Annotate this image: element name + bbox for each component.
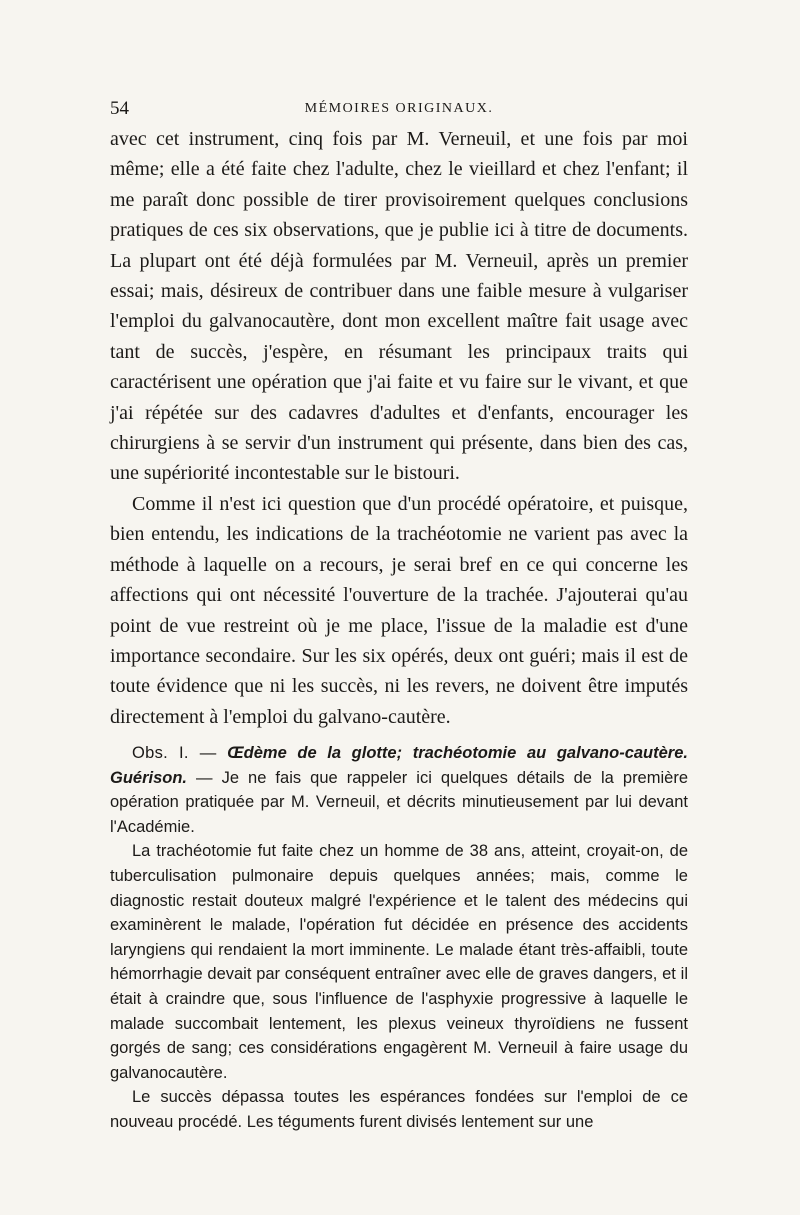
observation-title: Œdème de la glotte; trachéotomie au galvano-cautère. Guérison. bbox=[110, 744, 688, 787]
observation-paragraph: La trachéotomie fut faite chez un homme de 38 ans, atteint, croyait-on, de tuberculisation pulmonaire depuis quelques années; mais, comme le diagnostic restait douteux malgré l'expérience et le talent des médecins qui examinèrent le malade, l'opération fut décidée en présence des accidents laryngiens qui rendaient la mort imminente. Le malade étant très-affaibli, toute hémorrhagie devait par conséquent entraîner avec elle de graves dangers, et il était à craindre que, sous l'influence de l'asphyxie progressive à laquelle le malade succombait lentement, les plexus veineux thyroïdiens ne fussent gorgés de sang; ces considérations engagèrent M. Verneuil à faire usage du galvanocautère. bbox=[110, 842, 688, 1082]
observation-intro: — Je ne fais que rappeler ici quelques détails de la première opération pratiquée par M. Verneuil, et décrits minutieusement par lui devant l'Académie. bbox=[110, 768, 688, 836]
running-title: MÉMOIRES ORIGINAUX. bbox=[304, 101, 494, 116]
observation-heading bbox=[110, 741, 688, 839]
observation-section bbox=[110, 741, 688, 1135]
observation-paragraph: Le succès dépassa toutes les espérances fondées sur l'emploi de ce nouveau procédé. Les téguments furent divisés lentement sur une bbox=[110, 1088, 688, 1131]
main-text bbox=[110, 124, 688, 732]
observation-label: Obs. I. — bbox=[132, 744, 217, 762]
paragraph: Comme il n'est ici question que d'un procédé opératoire, et puisque, bien entendu, les indications de la trachéotomie ne varient pas avec la méthode à laquelle on a recours, je serai bref en ce qui concerne les affections qui ont nécessité l'ouverture de la trachée. J'ajouterai qu'au point de vue restreint où je me place, l'issue de la maladie est d'une importance secondaire. Sur les six opérés, deux ont guéri; mais il est de toute évidence que ni les succès, ni les revers, ne doivent être imputés directement à l'emploi du galvano-cautère. bbox=[110, 492, 688, 728]
paragraph: avec cet instrument, cinq fois par M. Verneuil, et une fois par moi même; elle a été faite chez l'adulte, chez le vieillard et chez l'enfant; il me paraît donc possible de tirer provisoirement quelques conclusions pratiques de ces six observations, que je publie ici à titre de documents. La plupart ont été déjà formulées par M. Verneuil, après un premier essai; mais, désireux de contribuer dans une faible mesure à vulgariser l'emploi du galvanocautère, dont mon excellent maître fait usage avec tant de succès, j'espère, en résumant les principaux traits qui caractérisent une opération que j'ai faite et vu faire sur le vivant, et que j'ai répétée sur des cadavres d'adultes et d'enfants, encourager les chirurgiens à se servir d'un instrument qui présente, dans bien des cas, une supériorité incontestable sur le bistouri. bbox=[110, 128, 688, 485]
page-number: 54 bbox=[110, 98, 129, 119]
page-header bbox=[110, 98, 688, 122]
